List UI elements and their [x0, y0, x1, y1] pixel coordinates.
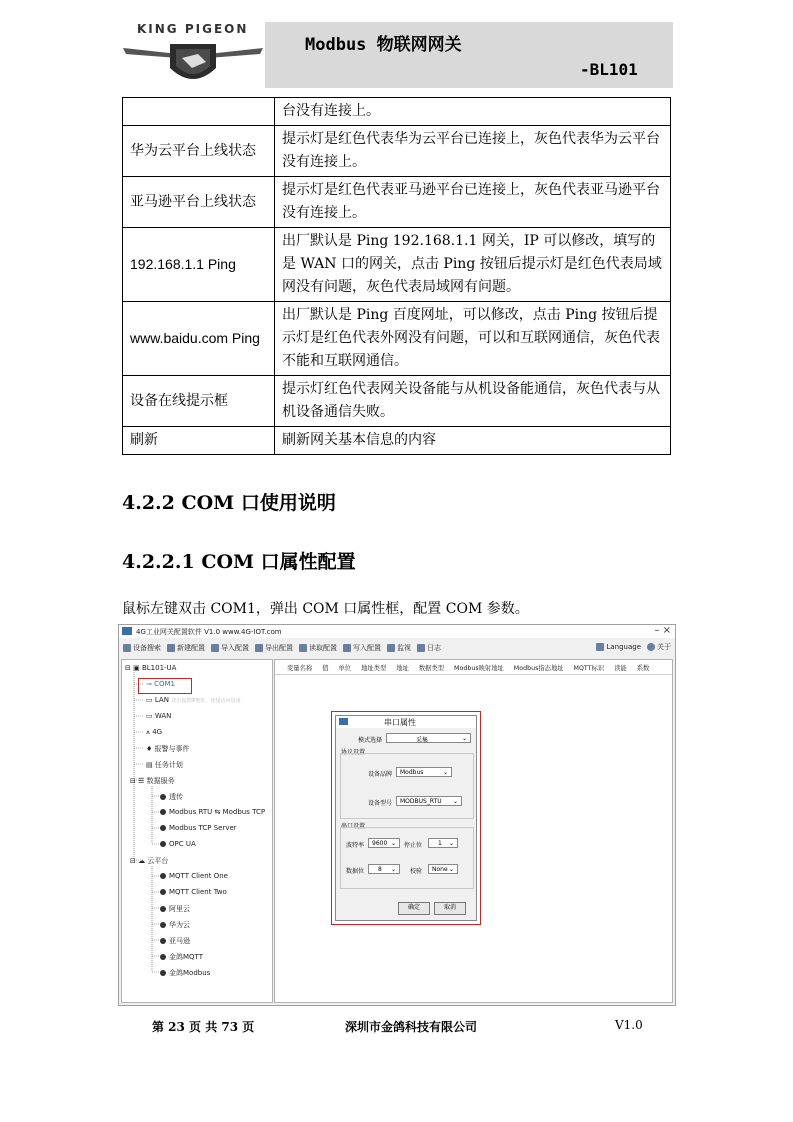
column-header[interactable]: 数据类型 — [418, 664, 445, 672]
monitor-button[interactable] — [387, 643, 411, 653]
wan-icon: ▭ — [146, 712, 153, 720]
app-icon — [339, 718, 348, 725]
model-value: MODBUS_RTU — [400, 798, 442, 805]
tree-item-task[interactable] — [146, 760, 183, 770]
tree-item-label: 透传 — [169, 793, 183, 801]
lan-icon: ▭ — [146, 696, 153, 704]
window-title: 4G工业网关配置软件 V1.0 www.4G-IOT.com — [136, 628, 282, 636]
log-button[interactable] — [417, 643, 441, 653]
tree-item-label: MQTT Client Two — [169, 888, 227, 896]
tree-item-modbus-tcp-server[interactable] — [160, 824, 237, 832]
cell-desc: 提示灯是红色代表亚马逊平台已连接上，灰色代表亚马逊平台没有连接上。 — [275, 177, 671, 228]
grid-header — [275, 660, 672, 675]
toolbar-label: 日志 — [427, 644, 441, 652]
info-icon — [647, 643, 655, 651]
toolbar-label: 设备搜索 — [133, 644, 161, 652]
column-header[interactable]: 单位 — [338, 664, 352, 672]
cell-desc: 出厂默认是 Ping 192.168.1.1 网关，IP 可以修改，填写的是 WAN 口的网关，点击 Ping 按钮后提示灯是红色代表局域网没有问题，灰色代表局域网有问题。 — [275, 228, 671, 302]
tree-item-label: 金鸽MQTT — [169, 953, 203, 961]
brand-select[interactable] — [396, 767, 452, 777]
chevron-down-icon: ⌄ — [452, 798, 458, 805]
dialog-titlebar — [336, 716, 476, 728]
ok-button[interactable]: 确定 — [398, 902, 430, 915]
doc-model: -BL101 — [580, 60, 638, 79]
read-config-button[interactable] — [299, 643, 337, 653]
tree-item-label: Modbus RTU ⇆ Modbus TCP — [169, 808, 266, 816]
collapse-icon: ⊟ — [125, 664, 131, 672]
cell-name: www.baidu.com Ping — [123, 302, 275, 376]
database-icon: ☰ — [138, 777, 145, 785]
chevron-down-icon: ⌄ — [448, 840, 454, 847]
tree-item-jg-modbus[interactable] — [160, 968, 210, 978]
protocol-group-label: 协议设置 — [341, 749, 366, 756]
language-icon — [596, 643, 604, 651]
model-select[interactable] — [396, 796, 462, 806]
node-icon — [160, 906, 166, 912]
toolbar-label: 读取配置 — [309, 644, 337, 652]
tree-item-com1[interactable] — [146, 680, 175, 688]
node-icon — [160, 841, 166, 847]
column-header[interactable]: MQTT标识 — [573, 664, 605, 672]
table-row — [123, 376, 671, 427]
tree-item-data-service[interactable] — [130, 776, 175, 786]
table-row — [123, 302, 671, 376]
tree-item-amazon[interactable] — [160, 936, 190, 946]
toolbar-label: 导入配置 — [221, 644, 249, 652]
upload-icon — [299, 644, 307, 652]
about-button[interactable] — [647, 642, 671, 652]
parity-value: None — [432, 866, 448, 873]
mode-value: 采集 — [416, 737, 429, 744]
device-icon: ▣ — [133, 664, 140, 672]
tree-item-label: 任务计划 — [154, 761, 183, 769]
chevron-down-icon: ⌄ — [448, 866, 454, 873]
serial-group-label: 串口设置 — [341, 823, 366, 830]
tree-root-label: BL101-UA — [141, 664, 177, 672]
data-bits-value: 8 — [378, 866, 382, 873]
app-window — [118, 624, 676, 1006]
import-config-button[interactable] — [211, 643, 249, 653]
logo-text: KING PIGEON — [137, 22, 249, 36]
app-icon — [122, 627, 132, 635]
brand-value: Modbus — [400, 769, 424, 776]
section-heading: 4.2.2 COM 口使用说明 — [122, 492, 336, 514]
node-icon — [160, 922, 166, 928]
export-config-button[interactable] — [255, 643, 293, 653]
tree-item-label: 华为云 — [169, 921, 190, 929]
toolbar-label: 新建配置 — [177, 644, 205, 652]
cloud-icon: ☁ — [138, 857, 146, 865]
column-header[interactable]: 读能 — [614, 664, 627, 672]
log-icon — [417, 644, 425, 652]
cell-name: 刷新 — [123, 427, 275, 455]
tree-item-label: LAN — [154, 696, 169, 704]
device-tree — [121, 659, 273, 1003]
port-icon: ⊸ — [146, 680, 152, 688]
toolbar-label: Language — [606, 643, 641, 651]
toolbar-label: 导出配置 — [265, 644, 293, 652]
chevron-down-icon: ⌄ — [442, 769, 448, 776]
node-icon — [160, 794, 166, 800]
chevron-down-icon: ⌄ — [461, 735, 467, 742]
cell-name: 华为云平台上线状态 — [123, 126, 275, 177]
tree-item-cloud[interactable] — [130, 856, 168, 866]
toolbar-label: 关于 — [657, 643, 671, 651]
tree-item-label: 亚马逊 — [169, 937, 190, 945]
task-icon: ▤ — [146, 761, 153, 769]
tree-item-huawei[interactable] — [160, 920, 190, 930]
new-config-button[interactable] — [167, 643, 205, 653]
cell-desc: 台没有连接上。 — [275, 98, 671, 126]
chevron-down-icon: ⌄ — [390, 840, 396, 847]
node-icon — [160, 889, 166, 895]
brand-label: 设备品牌 — [368, 771, 393, 778]
tree-item-lan[interactable] — [146, 696, 241, 704]
collapse-icon: ⊟ — [130, 857, 136, 865]
tree-item-modbus-gateway[interactable] — [160, 808, 265, 816]
column-header[interactable]: 系数 — [636, 664, 650, 672]
toolbar-label: 监视 — [397, 644, 411, 652]
cell-desc: 刷新网关基本信息的内容 — [275, 427, 671, 455]
data-bits-select[interactable] — [368, 864, 400, 874]
tree-item-transparent[interactable] — [160, 792, 183, 802]
tree-item-aliyun[interactable] — [160, 904, 190, 914]
cell-name: 设备在线提示框 — [123, 376, 275, 427]
tree-root[interactable] — [125, 664, 176, 672]
column-header[interactable]: 变量名称 — [287, 664, 313, 672]
parity-select[interactable] — [428, 864, 458, 874]
tree-item-label: 数据服务 — [146, 777, 175, 785]
new-icon — [167, 644, 175, 652]
tree-item-4g[interactable] — [146, 728, 162, 737]
collapse-icon: ⊟ — [130, 777, 136, 785]
serial-group — [340, 827, 474, 889]
serial-properties-dialog — [335, 715, 477, 921]
cell-desc: 出厂默认是 Ping 百度网址，可以修改，点击 Ping 按钮后提示灯是红色代表外网没有问题，可以和互联网通信，灰色代表不能和互联网通信。 — [275, 302, 671, 376]
tree-item-wan[interactable] — [146, 712, 171, 720]
node-icon — [160, 970, 166, 976]
tree-item-label: OPC UA — [169, 840, 196, 848]
window-titlebar — [119, 625, 675, 638]
cell-name: 192.168.1.1 Ping — [123, 228, 275, 302]
column-header[interactable]: Modbus指态地址 — [513, 664, 564, 672]
toolbar-label: 写入配置 — [353, 644, 381, 652]
column-header[interactable]: Modbus映射地址 — [454, 664, 504, 672]
mode-label: 模式选择 — [358, 737, 383, 744]
doc-title: Modbus 物联网网关 — [305, 35, 462, 55]
baud-select[interactable] — [368, 838, 400, 848]
column-header[interactable]: 地址 — [396, 664, 409, 672]
node-icon — [160, 938, 166, 944]
toolbar — [119, 640, 675, 656]
mode-select[interactable] — [386, 733, 471, 743]
model-label: 设备型号 — [368, 800, 393, 807]
stop-bits-select[interactable] — [428, 838, 458, 848]
tree-item-label: WAN — [154, 712, 172, 720]
tree-item-label: 金鸽Modbus — [169, 969, 211, 977]
window-controls[interactable]: – × — [654, 625, 671, 636]
dialog-title: 串口属性 — [384, 718, 416, 727]
column-header[interactable]: 地址类型 — [361, 664, 387, 672]
instruction-text: 鼠标左键双击 COM1，弹出 COM 口属性框，配置 COM 参数。 — [122, 601, 529, 617]
save-icon — [255, 644, 263, 652]
node-icon — [160, 954, 166, 960]
tree-item-mqtt-one[interactable] — [160, 872, 228, 880]
tree-item-label: 4G — [152, 728, 163, 736]
table-row — [123, 126, 671, 177]
tree-item-label: COM1 — [154, 680, 175, 688]
cell-desc: 提示灯红色代表网关设备能与从机设备能通信，灰色代表与从机设备通信失败。 — [275, 376, 671, 427]
baud-label: 波特率 — [346, 842, 365, 849]
company-name: 深圳市金鸽科技有限公司 — [345, 1020, 478, 1034]
table-row — [123, 98, 671, 126]
chevron-down-icon: ⌄ — [390, 866, 396, 873]
table-row — [123, 427, 671, 455]
protocol-group — [340, 753, 474, 819]
tree-item-label: 阿里云 — [169, 905, 190, 913]
node-icon — [160, 873, 166, 879]
bell-icon: ♦ — [146, 745, 153, 753]
folder-icon — [211, 644, 219, 652]
stop-bits-label: 停止位 — [404, 842, 423, 849]
cell-desc: 提示灯是红色代表华为云平台已连接上，灰色代表华为云平台没有连接上。 — [275, 126, 671, 177]
column-header[interactable]: 值 — [322, 664, 329, 672]
write-config-button[interactable] — [343, 643, 381, 653]
tree-item-opcua[interactable] — [160, 840, 196, 848]
monitor-icon — [387, 644, 395, 652]
page-number: 第 23 页 共 73 页 — [152, 1020, 255, 1034]
cell-name: 亚马逊平台上线状态 — [123, 177, 275, 228]
node-icon — [160, 825, 166, 831]
tree-item-label: Modbus TCP Server — [169, 824, 237, 832]
search-device-button[interactable] — [123, 643, 161, 653]
tree-item-label: 报警与事件 — [154, 745, 190, 753]
lan-hint: 双击设置IP地址、连接访问设备 — [171, 698, 241, 704]
cancel-button[interactable]: 取消 — [434, 902, 466, 915]
language-button[interactable] — [596, 642, 641, 652]
tree-item-label: 云平台 — [147, 857, 169, 865]
data-bits-label: 数据位 — [346, 868, 365, 875]
table-row — [123, 177, 671, 228]
baud-value: 9600 — [372, 840, 388, 847]
tree-item-label: MQTT Client One — [169, 872, 228, 880]
stop-bits-value: 1 — [438, 840, 442, 847]
indicator-table — [122, 97, 671, 455]
parity-label: 校验 — [410, 868, 423, 875]
tree-item-jg-mqtt[interactable] — [160, 952, 203, 962]
subsection-heading: 4.2.2.1 COM 口属性配置 — [122, 551, 356, 573]
table-row — [123, 228, 671, 302]
download-icon — [343, 644, 351, 652]
node-icon — [160, 809, 166, 815]
cell-name — [123, 98, 275, 126]
search-icon — [123, 644, 131, 652]
version: V1.0 — [615, 1018, 643, 1032]
tree-item-mqtt-two[interactable] — [160, 888, 227, 896]
tree-item-alarm[interactable] — [146, 744, 190, 754]
antenna-icon: ⩚ — [146, 728, 150, 736]
